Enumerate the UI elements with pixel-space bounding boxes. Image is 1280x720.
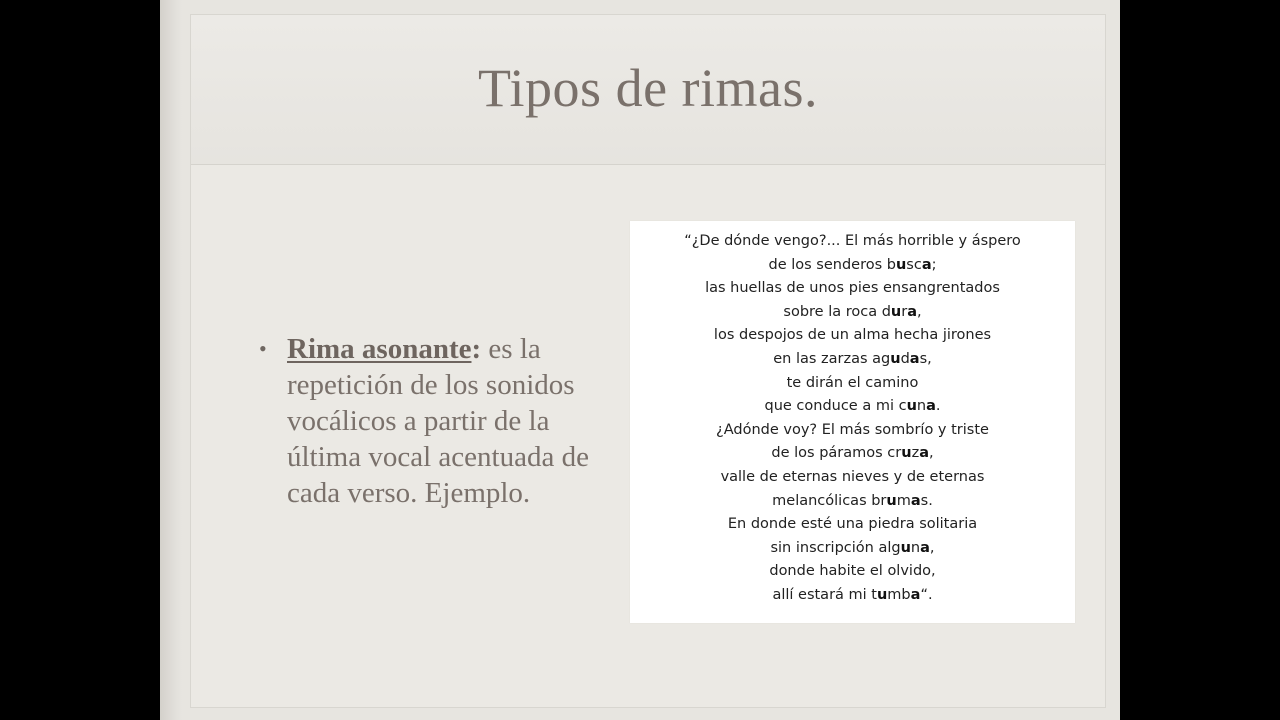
poem-line	[630, 560, 1075, 584]
poem-text: d	[900, 350, 910, 367]
poem-line	[630, 230, 1075, 254]
poem-text: los despojos de un alma hecha jirones	[713, 327, 992, 344]
poem-text: “.	[920, 586, 933, 603]
poem-text: en las zarzas ag	[773, 350, 891, 367]
poem-text: donde habite el olvido,	[769, 563, 936, 580]
rhyme-vowel: u	[876, 586, 888, 603]
letterbox-right	[1120, 0, 1280, 720]
poem-line	[630, 419, 1075, 443]
slide-edge-shadow	[160, 0, 182, 720]
poem-line	[630, 466, 1075, 490]
letterbox-left	[0, 0, 160, 720]
bullet-item	[259, 331, 609, 511]
bullet-dot-icon: •	[259, 336, 267, 361]
poem-line	[630, 490, 1075, 514]
poem-text: ,	[917, 303, 922, 320]
poem-text: de los páramos cr	[771, 445, 902, 462]
poem-text: mb	[887, 586, 911, 603]
poem-text: ;	[931, 256, 937, 273]
poem-line	[630, 442, 1075, 466]
rhyme-vowel: a	[921, 256, 932, 273]
poem-line	[630, 254, 1075, 278]
poem-text: m	[896, 492, 911, 509]
poem-text: s,	[919, 350, 932, 367]
poem-text: n	[910, 539, 921, 556]
poem-text: .	[935, 398, 941, 415]
bullet-text	[287, 331, 609, 511]
rhyme-vowel: a	[909, 350, 920, 367]
rhyme-vowel: a	[910, 586, 921, 603]
rhyme-vowel: u	[890, 303, 902, 320]
rhyme-vowel: u	[900, 539, 911, 556]
poem-text: “¿De dónde vengo?... El más horrible y áspero	[684, 233, 1021, 249]
bullet-term: Rima asonante	[287, 333, 472, 365]
poem-line	[630, 372, 1075, 396]
poem-text: allí estará mi t	[772, 586, 877, 603]
rhyme-vowel: u	[890, 350, 901, 367]
poem-text: sobre la roca d	[783, 303, 891, 320]
poem-text: melancólicas br	[772, 492, 887, 509]
poem-text: valle de eternas nieves y de eternas	[720, 468, 985, 485]
rhyme-vowel: u	[895, 256, 907, 273]
rhyme-vowel: a	[926, 398, 936, 415]
rhyme-vowel: a	[910, 492, 921, 509]
poem-text: te dirán el camino	[786, 374, 919, 391]
poem-text: n	[916, 398, 927, 415]
poem-text: z	[911, 445, 920, 462]
rhyme-vowel: a	[907, 303, 917, 320]
poem-text: En donde esté una piedra solitaria	[727, 516, 978, 533]
poem-text: sc	[906, 256, 922, 273]
poem-box	[630, 221, 1075, 623]
bullet-colon: :	[471, 333, 482, 365]
presentation-slide	[160, 0, 1120, 720]
slide-frame	[190, 14, 1106, 708]
poem-lines	[630, 230, 1075, 608]
slide-title: Tipos de rimas.	[477, 58, 819, 118]
poem-line	[630, 348, 1075, 372]
poem-line	[630, 537, 1075, 561]
rhyme-vowel: u	[906, 398, 917, 415]
rhyme-vowel: u	[886, 492, 897, 509]
poem-text: ,	[928, 445, 934, 462]
poem-text: que conduce a mi c	[764, 398, 907, 415]
poem-text: ,	[929, 539, 935, 556]
rhyme-vowel: u	[901, 445, 912, 462]
poem-text: s.	[920, 492, 933, 509]
poem-line	[630, 324, 1075, 348]
rhyme-vowel: a	[919, 445, 929, 462]
poem-line	[630, 395, 1075, 419]
poem-text: r	[901, 303, 908, 320]
bullet-definition: es la repetición de los sonidos vocálicos a partir de la última vocal acentuada de cada verso. Ejemplo.	[287, 333, 589, 509]
poem-line	[630, 584, 1075, 608]
poem-text: sin inscripción alg	[770, 539, 901, 556]
poem-line	[630, 301, 1075, 325]
poem-text: de los senderos b	[768, 256, 896, 273]
title-band	[191, 15, 1105, 165]
poem-text: ¿Adónde voy? El más sombrío y triste	[716, 421, 989, 438]
poem-text: las huellas de unos pies ensangrentados	[705, 280, 1000, 297]
poem-line	[630, 513, 1075, 537]
poem-line	[630, 277, 1075, 301]
rhyme-vowel: a	[920, 539, 930, 556]
